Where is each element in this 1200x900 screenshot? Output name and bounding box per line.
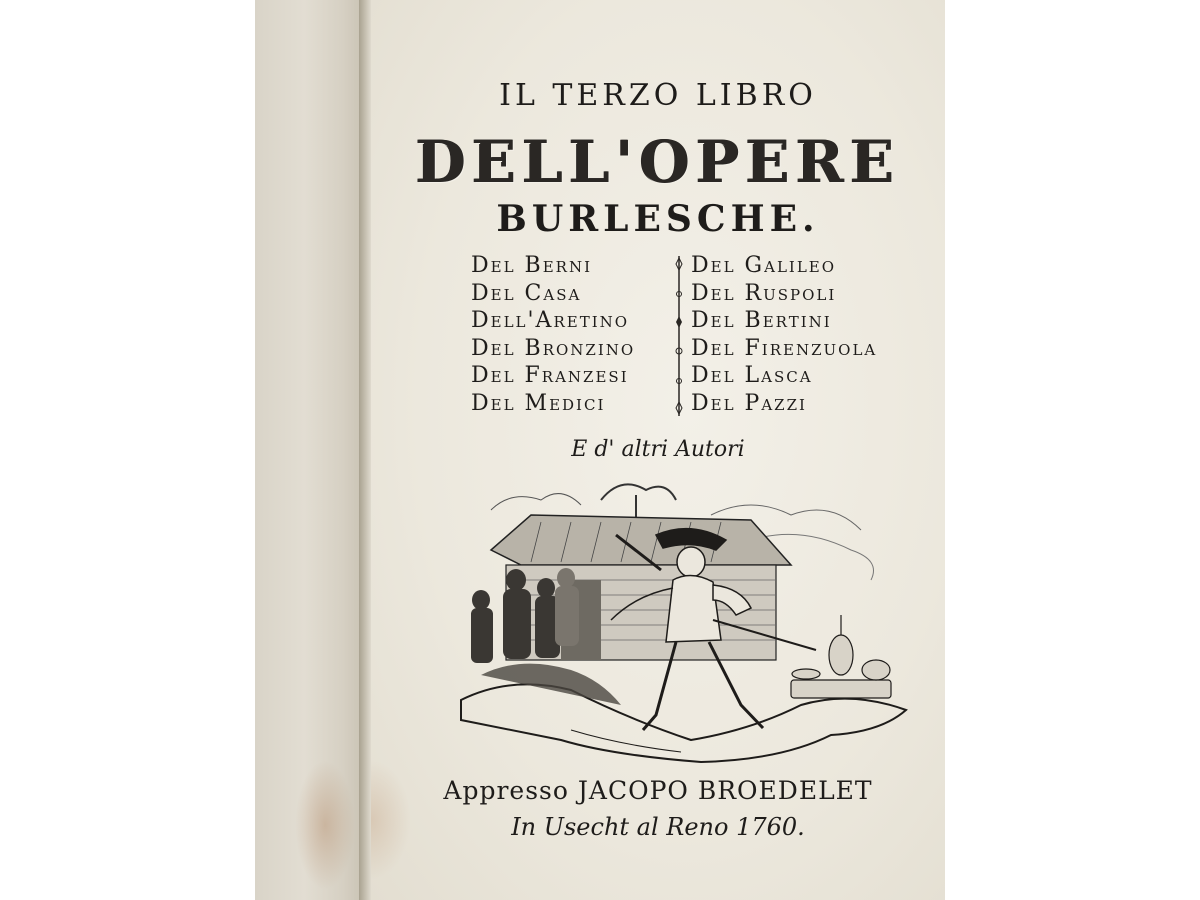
book-photo	[255, 0, 945, 900]
title-line-2: DELL'OPERE	[415, 128, 901, 196]
author-entry: Del Ruspoli	[691, 280, 837, 306]
engraved-vignette-icon	[451, 470, 911, 770]
title-line-1: IL TERZO LIBRO	[499, 78, 817, 113]
author-entry: Dell'Aretino	[471, 308, 630, 333]
author-entry: Del Bronzino	[471, 335, 636, 361]
author-entry: Del Galileo	[691, 253, 837, 278]
subtitle-other-authors: E d' altri Autori	[571, 437, 745, 462]
imprint-publisher: Appresso JACOPO BROEDELET	[443, 776, 873, 805]
author-entry: Del Bertini	[691, 308, 832, 333]
author-entry: Del Lasca	[691, 363, 813, 388]
author-entry: Del Medici	[471, 390, 606, 416]
authors-left-column	[471, 252, 671, 417]
inner-cover-board	[255, 0, 365, 900]
author-entry: Del Berni	[471, 253, 593, 278]
author-entry: Del Casa	[471, 280, 582, 306]
imprint-place-date: In Usecht al Reno 1760.	[511, 813, 805, 841]
author-entry: Del Pazzi	[691, 390, 807, 416]
column-divider-ornament	[674, 256, 684, 416]
author-entry: Del Franzesi	[471, 363, 629, 388]
title-line-3: BURLESCHE.	[496, 198, 820, 240]
title-page	[371, 0, 945, 900]
authors-right-column	[691, 252, 931, 417]
author-entry: Del Firenzuola	[691, 335, 878, 361]
